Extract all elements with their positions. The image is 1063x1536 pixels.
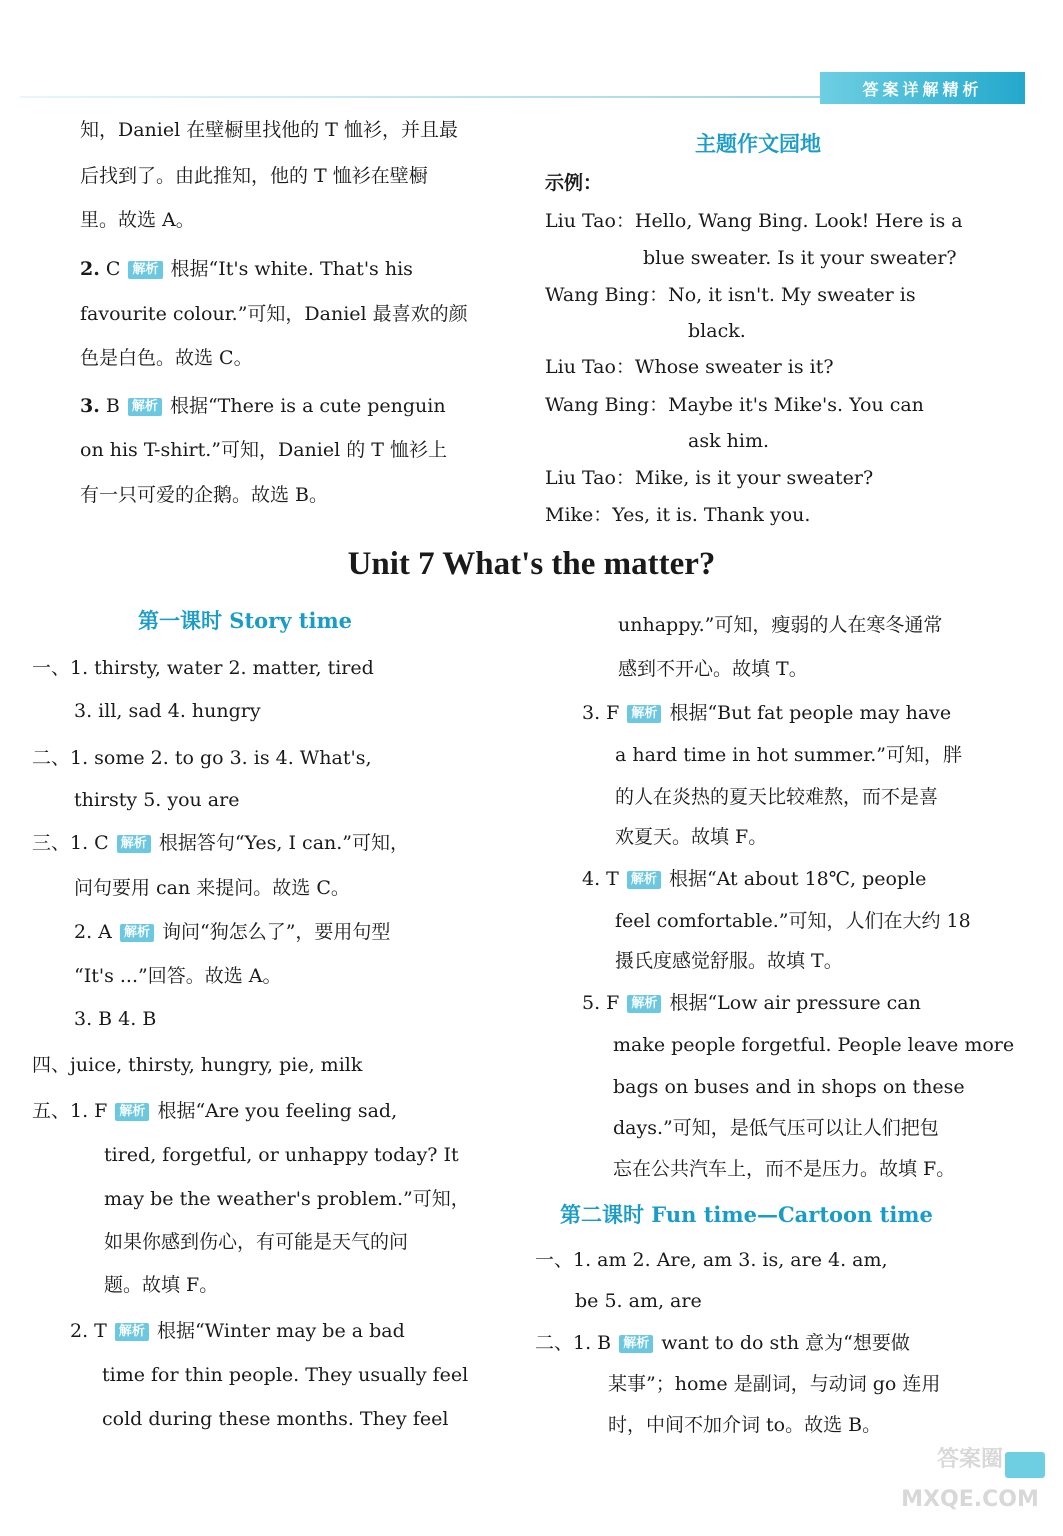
answer-item <box>582 990 921 1016</box>
watermark: 答案圈 MXQE.COM <box>901 1447 1039 1512</box>
text-line: 欢夏天。故填 F。 <box>615 826 768 848</box>
text-line: “It's ...”回答。故选 A。 <box>74 965 282 987</box>
item-prefix: 2. A <box>74 921 112 943</box>
text-line: 如果你感到伤心，有可能是天气的问 <box>104 1231 409 1253</box>
analysis-badge: 解析 <box>117 835 151 853</box>
dialogue-line: Mike：Yes, it is. Thank you. <box>545 504 811 526</box>
dialogue-line: ask him. <box>688 430 770 452</box>
item-text: 根据“Winter may be a bad <box>156 1320 405 1342</box>
item-number: 2. <box>80 258 100 280</box>
item-text: 根据“At about 18℃, people <box>668 868 927 890</box>
text-line: 忘在公共汽车上，而不是压力。故填 F。 <box>613 1158 956 1180</box>
text-line: 3. B 4. B <box>74 1008 157 1030</box>
dialogue-line: black. <box>688 320 746 342</box>
item-text: 根据“There is a cute penguin <box>169 395 446 417</box>
answer-item <box>70 1318 405 1344</box>
text-line: 某事”；home 是副词，与动词 go 连用 <box>608 1373 941 1395</box>
item-prefix: 三、1. C <box>32 832 109 854</box>
dialogue-line: Wang Bing：Maybe it's Mike's. You can <box>545 394 924 416</box>
text-line: make people forgetful. People leave more <box>613 1034 1015 1056</box>
text-line: may be the weather's problem.”可知， <box>104 1188 470 1210</box>
item-text: 根据“It's white. That's his <box>170 258 413 280</box>
dialogue-line: Wang Bing：No, it isn't. My sweater is <box>545 284 916 306</box>
text-line: 知，Daniel 在壁橱里找他的 T 恤衫，并且最 <box>80 119 458 141</box>
answer-item <box>582 866 926 892</box>
text-line: 色是白色。故选 C。 <box>80 347 253 369</box>
analysis-badge: 解析 <box>128 261 162 279</box>
answer-item <box>32 830 409 856</box>
lesson1-title: 第一课时 Story time <box>138 608 353 633</box>
item-text: 询问“狗怎么了”，要用句型 <box>162 921 391 943</box>
text-line: days.”可知，是低气压可以让人们把包 <box>613 1117 939 1139</box>
text-line: 一、1. thirsty, water 2. matter, tired <box>32 657 374 679</box>
item-prefix: 4. T <box>582 868 619 890</box>
answer-item <box>582 700 951 726</box>
text-line: be 5. am, are <box>575 1290 702 1312</box>
analysis-badge: 解析 <box>115 1323 149 1341</box>
dialogue-line: Liu Tao：Whose sweater is it? <box>545 356 834 378</box>
text-line: feel comfortable.”可知，人们在大约 18 <box>615 910 971 932</box>
answer-item <box>80 393 446 419</box>
item-answer: B <box>105 395 120 417</box>
dialogue-line: Liu Tao：Hello, Wang Bing. Look! Here is a <box>545 210 963 232</box>
item-prefix: 5. F <box>582 992 620 1014</box>
text-line: 3. ill, sad 4. hungry <box>74 700 261 722</box>
dialogue-line: blue sweater. Is it your sweater? <box>643 247 957 269</box>
header-rule <box>20 96 820 98</box>
text-line: on his T-shirt.”可知，Daniel 的 T 恤衫上 <box>80 439 447 461</box>
analysis-badge: 解析 <box>120 924 154 942</box>
item-prefix: 二、1. B <box>535 1332 612 1354</box>
item-text: 根据答句“Yes, I can.”可知， <box>158 832 410 854</box>
analysis-badge: 解析 <box>115 1103 149 1121</box>
answer-item <box>535 1330 910 1356</box>
text-line: tired, forgetful, or unhappy today? It <box>104 1144 459 1166</box>
text-line: 时，中间不加介词 to。故选 B。 <box>608 1414 882 1436</box>
analysis-badge: 解析 <box>627 705 661 723</box>
text-line: favourite colour.”可知，Daniel 最喜欢的颜 <box>80 303 468 325</box>
item-prefix: 五、1. F <box>32 1100 108 1122</box>
analysis-badge: 解析 <box>627 995 661 1013</box>
item-text: 根据“Are you feeling sad, <box>157 1100 398 1122</box>
text-line: a hard time in hot summer.”可知，胖 <box>615 744 962 766</box>
text-line: 题。故填 F。 <box>104 1274 219 1296</box>
answer-item <box>80 256 413 282</box>
text-line: 感到不开心。故填 T。 <box>618 658 808 680</box>
text-line: 一、1. am 2. Are, am 3. is, are 4. am, <box>535 1249 888 1271</box>
item-number: 3. <box>80 395 100 417</box>
analysis-badge: 解析 <box>619 1335 653 1353</box>
analysis-badge: 解析 <box>627 871 661 889</box>
text-line: time for thin people. They usually feel <box>102 1364 469 1386</box>
text-line: cold during these months. They feel <box>102 1408 449 1430</box>
example-label: 示例： <box>545 172 603 194</box>
item-answer: C <box>105 258 121 280</box>
analysis-badge: 解析 <box>128 398 162 416</box>
text-line: unhappy.”可知，瘦弱的人在寒冬通常 <box>618 614 943 636</box>
text-line: 里。故选 A。 <box>80 209 195 231</box>
text-line: bags on buses and in shops on these <box>613 1076 965 1098</box>
text-line: 的人在炎热的夏天比较难熬，而不是喜 <box>615 786 939 808</box>
dialogue-line: Liu Tao：Mike, is it your sweater? <box>545 467 874 489</box>
text-line: thirsty 5. you are <box>74 789 240 811</box>
item-text: want to do sth 意为“想要做 <box>661 1332 910 1354</box>
text-line: 后找到了。由此推知，他的 T 恤衫在壁橱 <box>80 165 428 187</box>
item-prefix: 2. T <box>70 1320 107 1342</box>
theme-title: 主题作文园地 <box>695 132 821 156</box>
text-line: 摄氏度感觉舒服。故填 T。 <box>615 950 843 972</box>
item-text: 根据“But fat people may have <box>669 702 952 724</box>
text-line: 有一只可爱的企鹅。故选 B。 <box>80 484 329 506</box>
text-line: 问句要用 can 来提问。故选 C。 <box>74 877 350 899</box>
header-tab: 答案详解精析 <box>820 72 1025 104</box>
lesson2-title: 第二课时 Fun time—Cartoon time <box>560 1202 933 1227</box>
answer-item <box>74 919 390 945</box>
answer-item <box>32 1098 397 1124</box>
text-line: 二、1. some 2. to go 3. is 4. What's, <box>32 747 372 769</box>
item-prefix: 3. F <box>582 702 620 724</box>
unit-title: Unit 7 What's the matter? <box>347 546 716 582</box>
text-line: 四、juice, thirsty, hungry, pie, milk <box>32 1054 363 1076</box>
item-text: 根据“Low air pressure can <box>669 992 921 1014</box>
